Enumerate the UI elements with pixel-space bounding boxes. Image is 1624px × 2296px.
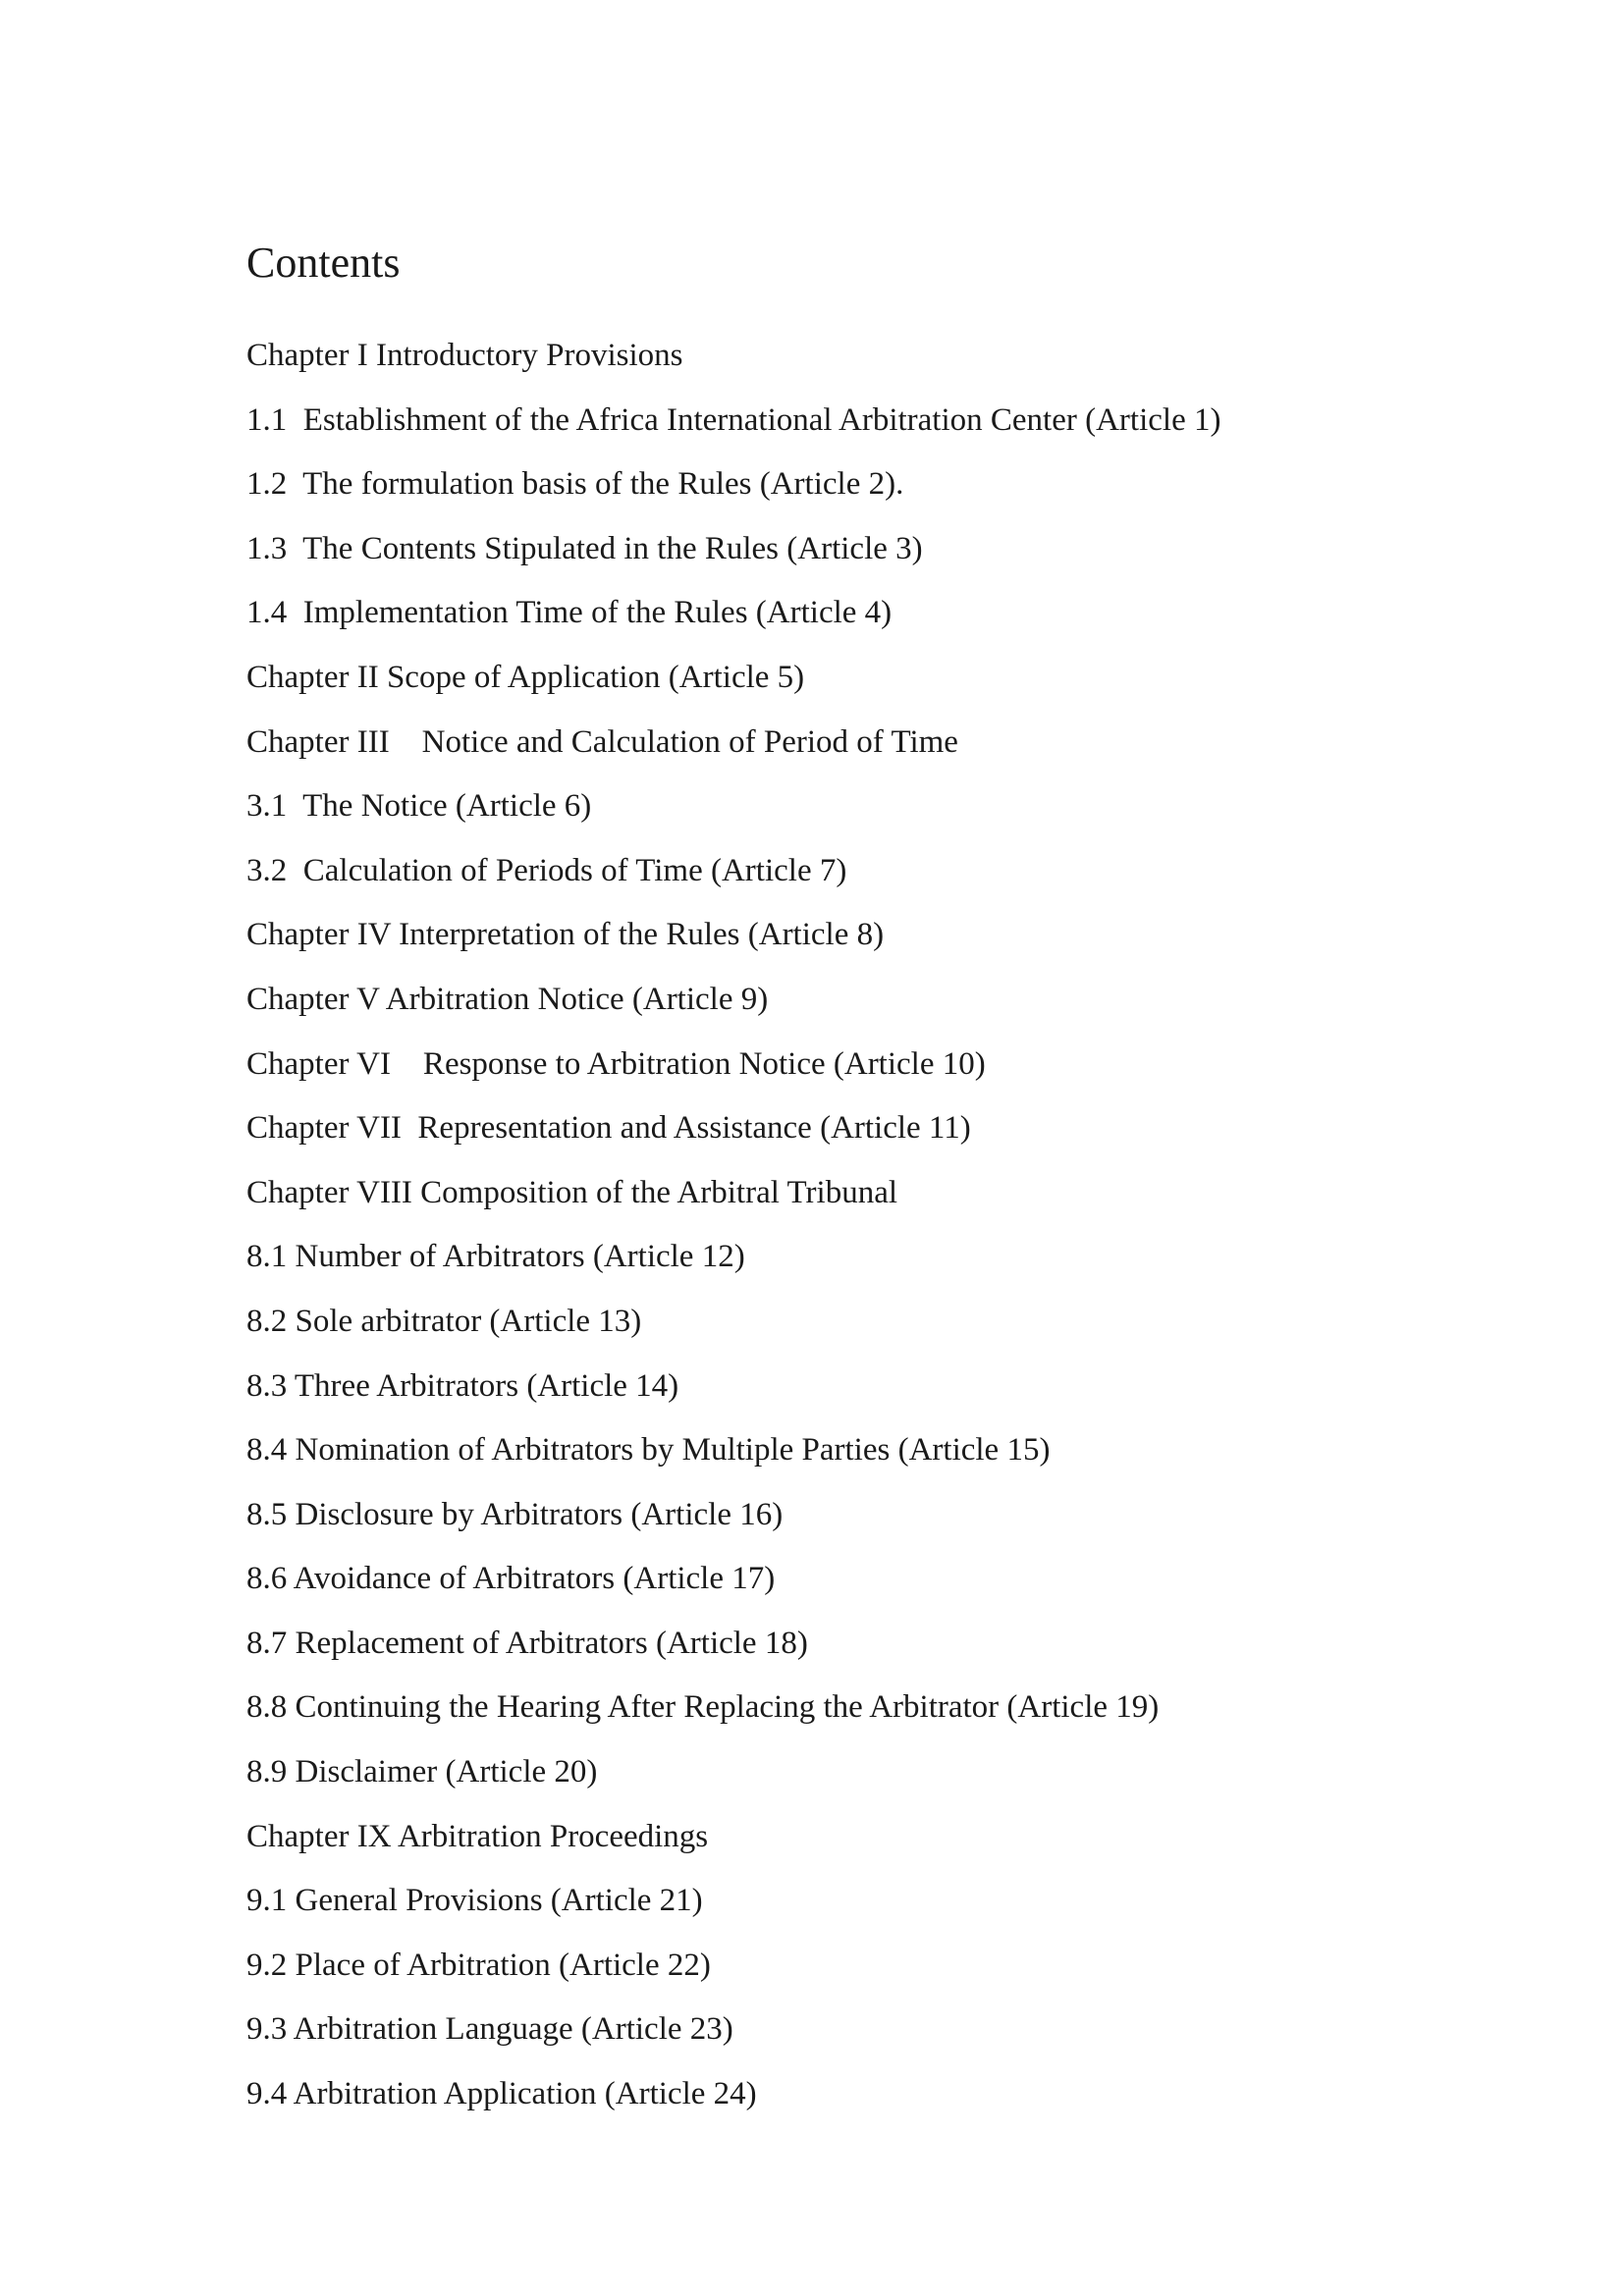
toc-entry: 8.5 Disclosure by Arbitrators (Article 16) xyxy=(246,1496,784,1532)
toc-entry: 9.1 General Provisions (Article 21) xyxy=(246,1883,703,1919)
toc-entry: 1.1 Establishment of the Africa International Arbitration Center (Article 1) xyxy=(246,401,1221,438)
toc-entry: 8.7 Replacement of Arbitrators (Article 18) xyxy=(246,1625,808,1661)
toc-entry: Chapter VIII Composition of the Arbitral Tribunal xyxy=(246,1174,898,1210)
toc-entry: Chapter V Arbitration Notice (Article 9) xyxy=(246,981,769,1017)
toc-entry: Chapter VII Representation and Assistance (Article 11) xyxy=(246,1110,971,1147)
toc-entry: 8.1 Number of Arbitrators (Article 12) xyxy=(246,1239,745,1275)
toc-entry: Chapter VI Response to Arbitration Notice (Article 10) xyxy=(246,1045,986,1082)
toc-entry: 8.9 Disclaimer (Article 20) xyxy=(246,1754,598,1790)
toc-entry: Chapter II Scope of Application (Article 5) xyxy=(246,659,805,695)
toc-entry: 3.1 The Notice (Article 6) xyxy=(246,788,592,825)
table-of-contents xyxy=(246,324,1220,2127)
toc-entry: 8.2 Sole arbitrator (Article 13) xyxy=(246,1303,642,1339)
toc-entry: 1.2 The formulation basis of the Rules (Article 2). xyxy=(246,466,904,503)
toc-entry: 9.2 Place of Arbitration (Article 22) xyxy=(246,1947,711,1983)
toc-entry: 1.3 The Contents Stipulated in the Rules (Article 3) xyxy=(246,530,923,566)
toc-entry: Chapter IV Interpretation of the Rules (Article 8) xyxy=(246,917,885,953)
toc-entry: 1.4 Implementation Time of the Rules (Article 4) xyxy=(246,595,893,631)
toc-entry: 8.3 Three Arbitrators (Article 14) xyxy=(246,1367,679,1404)
toc-entry: Chapter IX Arbitration Proceedings xyxy=(246,1818,709,1854)
toc-entry: 8.4 Nomination of Arbitrators by Multiple Parties (Article 15) xyxy=(246,1432,1051,1468)
toc-entry: 9.4 Arbitration Application (Article 24) xyxy=(246,2076,757,2112)
toc-entry: Chapter I Introductory Provisions xyxy=(246,338,683,373)
toc-entry: 8.6 Avoidance of Arbitrators (Article 17) xyxy=(246,1561,776,1597)
page-title: Contents xyxy=(246,239,401,287)
toc-entry: 8.8 Continuing the Hearing After Replacing the Arbitrator (Article 19) xyxy=(246,1689,1160,1726)
toc-entry: 3.2 Calculation of Periods of Time (Article 7) xyxy=(246,852,847,888)
toc-entry: Chapter III Notice and Calculation of Period of Time xyxy=(246,723,958,760)
toc-entry: 9.3 Arbitration Language (Article 23) xyxy=(246,2011,733,2048)
